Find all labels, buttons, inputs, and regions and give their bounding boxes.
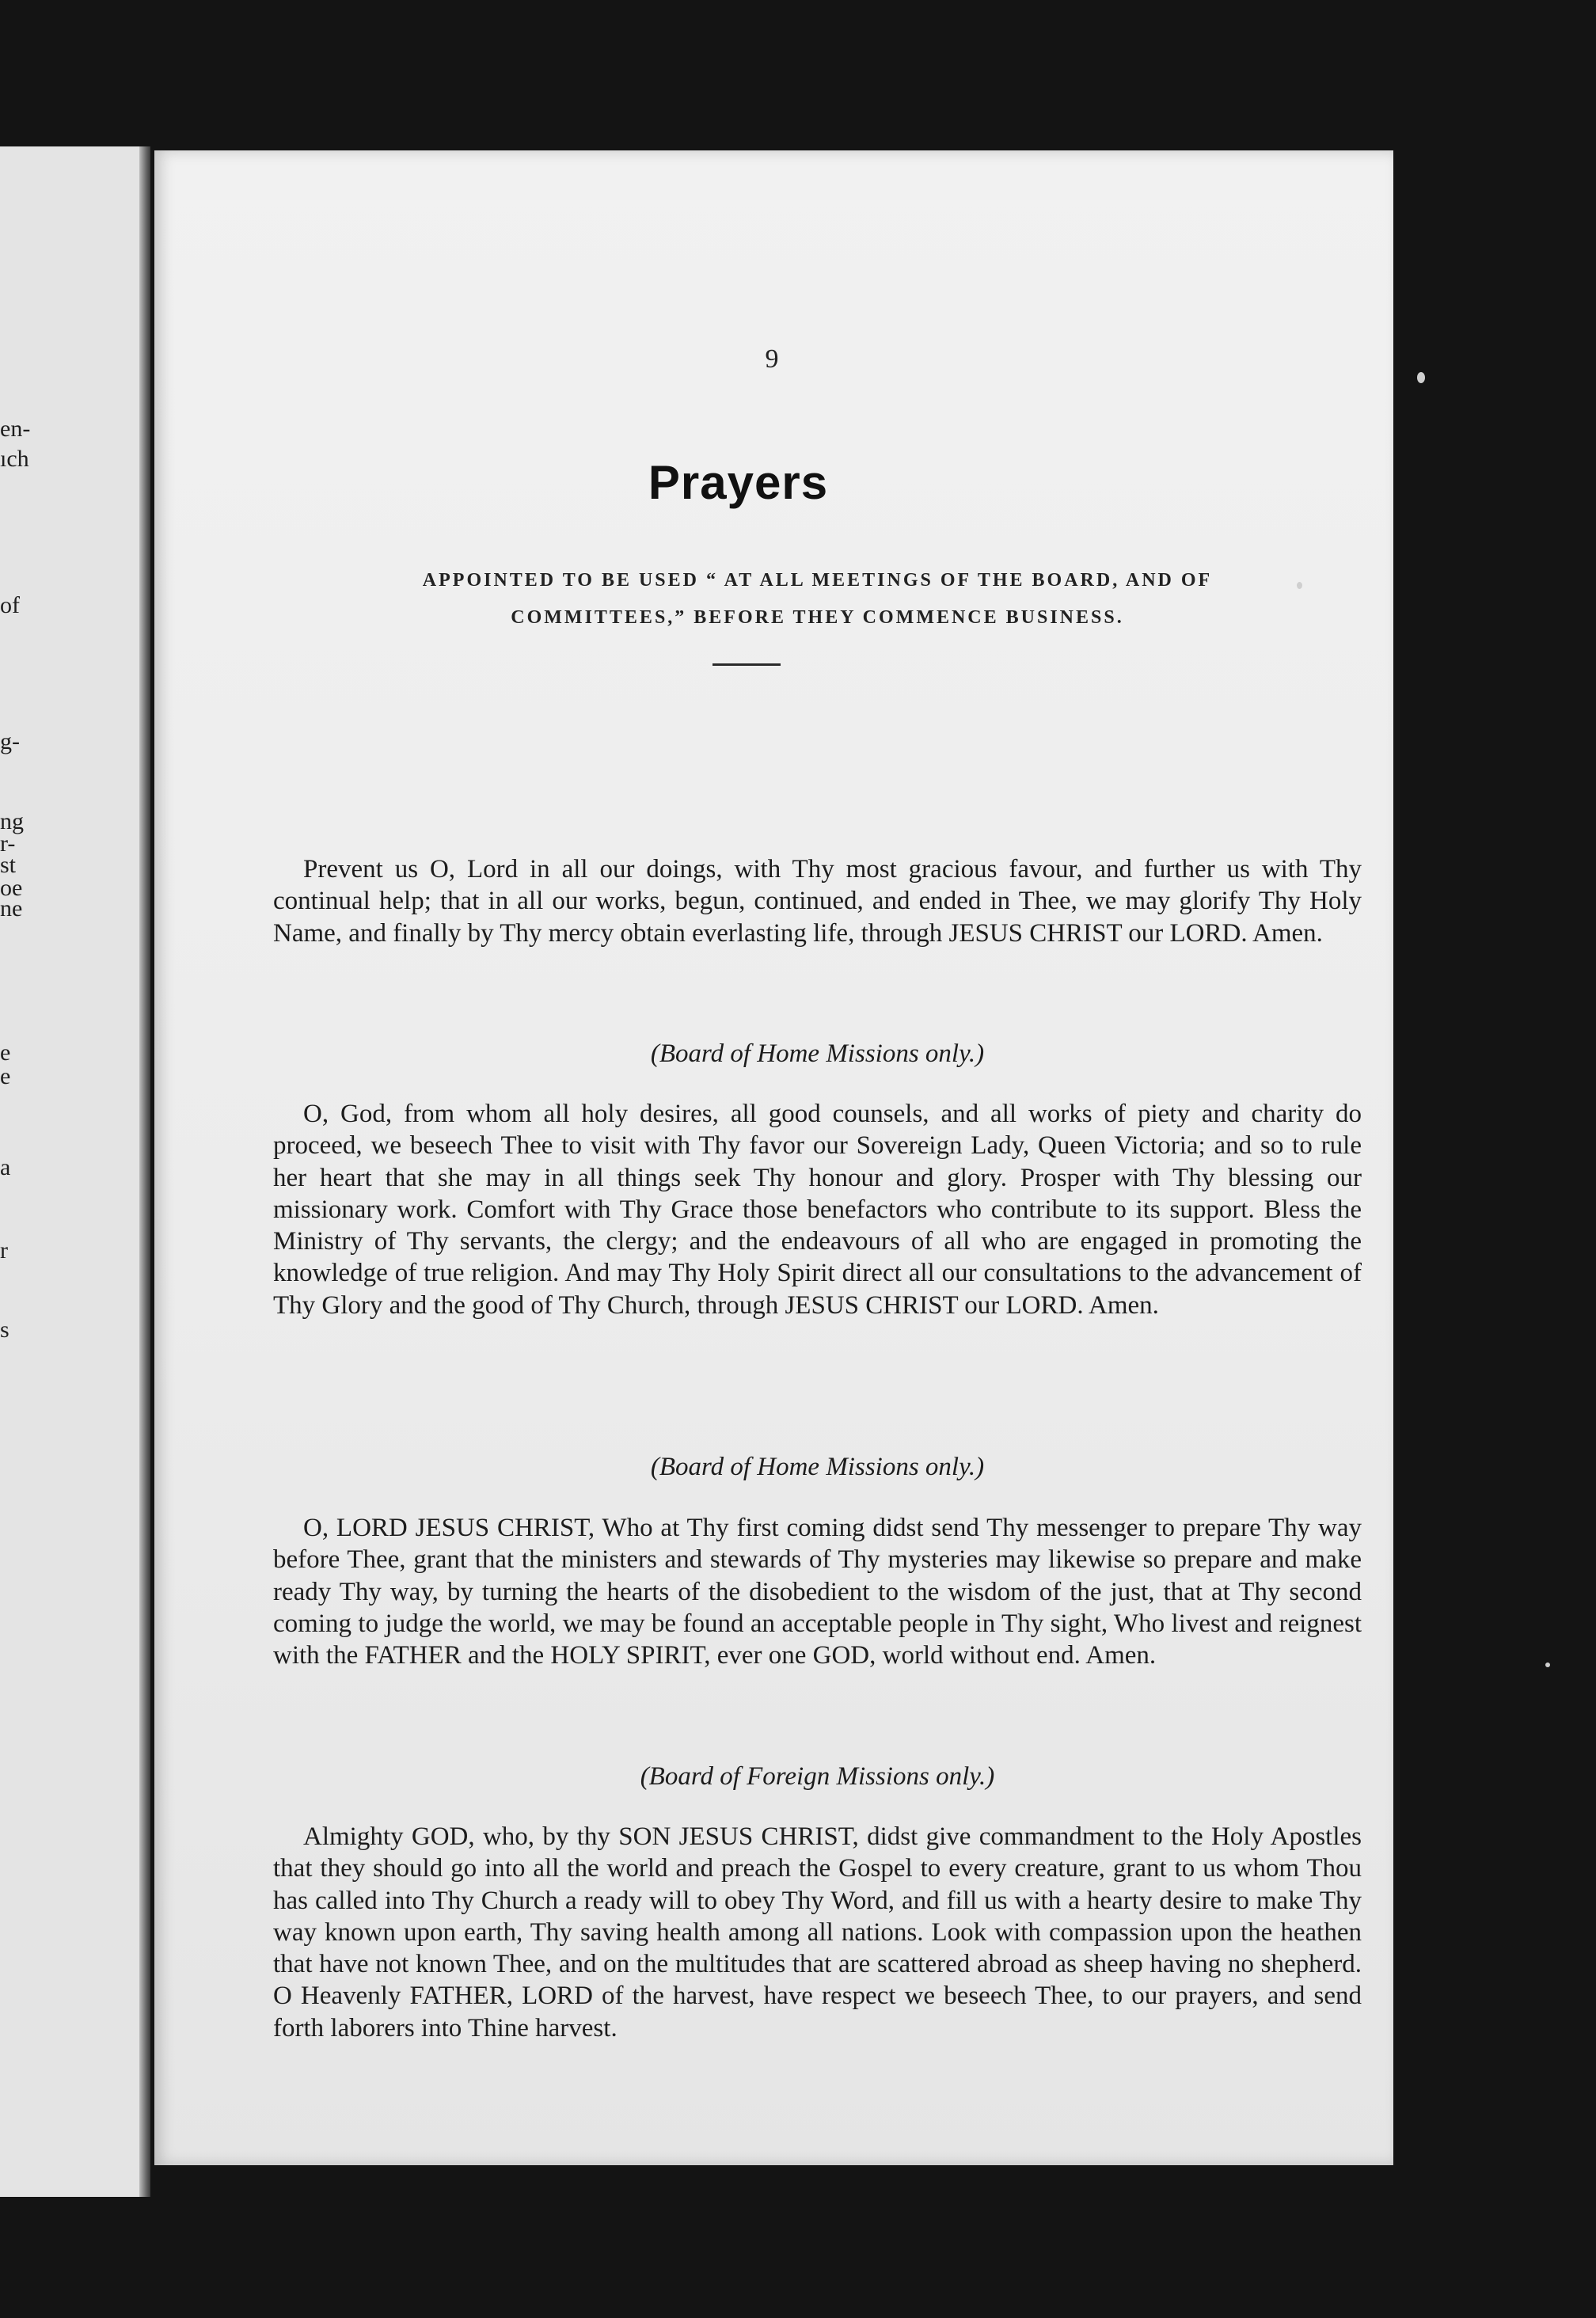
document-page <box>154 150 1393 2165</box>
subtitle-line-1: APPOINTED TO BE USED “ AT ALL MEETINGS OF THE BOARD, AND OF <box>422 570 1213 591</box>
page-number: 9 <box>765 344 779 374</box>
margin-fragment: ng <box>0 808 24 834</box>
section-heading-foreign-missions: (Board of Foreign Missions only.) <box>640 1762 995 1791</box>
margin-fragment: ıch <box>0 446 29 472</box>
margin-fragment: r <box>0 1237 8 1264</box>
previous-page <box>0 146 150 2197</box>
subtitle <box>273 562 1362 636</box>
prayer-home-missions-1: O, God, from whom all holy desires, all good counsels, and all works of piety and charity do proceed, we beseech Thee to visit with Thy favor our Sovereign Lady, Queen Victoria; and so to rule her heart that she may in all things seek Thy honour and glory. Prosper with Thy blessing our missionary work. Comfort with Thy Grace those benefactors who contribute to its support. Bless the Ministry of Thy servants, the clergy; and the endeavours of all who are engaged in promoting the knowledge of true religion. And may Thy Holy Spirit direct all our consultations to the advancement of Thy Glory and the good of Thy Church, through JESUS CHRIST our LORD. Amen. <box>273 1100 1362 1320</box>
title-rule <box>712 663 781 666</box>
section-heading-home-missions-2: (Board of Home Missions only.) <box>650 1453 985 1481</box>
book-spine <box>139 146 150 2197</box>
prayer-home-missions-2: O, LORD JESUS CHRIST, Who at Thy first coming didst send Thy messenger to prepare Thy way before Thee, grant that the ministers and stewards of Thy mysteries may likewise so prepare and make ready Thy way, by turning the hearts of the disobedient to the wisdom of the just, that at Thy second coming to judge the world, we may be found an acceptable people in Thy sight, Who livest and reignest with the FATHER and the HOLY SPIRIT, ever one GOD, world without end. Amen. <box>273 1514 1362 1670</box>
subtitle-line-2: COMMITTEES,” BEFORE THEY COMMENCE BUSINESS. <box>511 607 1124 628</box>
margin-fragment: oe <box>0 875 23 901</box>
margin-fragment: s <box>0 1317 10 1343</box>
margin-fragment: e <box>0 1039 11 1066</box>
prayer-foreign-missions: Almighty GOD, who, by thy SON JESUS CHRIST, didst give commandment to the Holy Apostles that they should go into all the world and preach the Gospel to every creature, grant to us whom Thou has called into Thy Church a ready will to obey Thy Word, and fill us with a hearty desire to make Thy way known upon earth, Thy saving health among all nations. Look with compassion upon the heathen that have not known Thee, and on the multitudes that are scattered abroad as sheep having no shepherd. O Heavenly FATHER, LORD of the harvest, have respect we beseech Thee, to our prayers, and send forth laborers into Thine harvest. <box>273 1822 1362 2042</box>
margin-fragment: g- <box>0 728 20 754</box>
margin-fragment: en- <box>0 416 31 442</box>
dust-speck <box>1417 372 1425 383</box>
page-title: Prayers <box>648 456 829 509</box>
margin-fragment: r- <box>0 830 16 857</box>
margin-fragment: ne <box>0 895 23 922</box>
prayer-general: Prevent us O, Lord in all our doings, with Thy most gracious favour, and further us with Thy continual help; that in all our works, begun, continued, and ended in Thee, we may glorify Thy Holy Name, and finally by Thy mercy obtain everlasting life, through JESUS CHRIST our LORD. Amen. <box>273 855 1362 948</box>
margin-fragment: e <box>0 1063 11 1089</box>
margin-fragment: of <box>0 592 20 618</box>
dust-speck <box>1545 1662 1550 1667</box>
dust-speck <box>1297 582 1302 589</box>
margin-fragment: a <box>0 1154 11 1180</box>
section-heading-home-missions-1: (Board of Home Missions only.) <box>650 1039 985 1068</box>
margin-fragment: st <box>0 852 17 878</box>
